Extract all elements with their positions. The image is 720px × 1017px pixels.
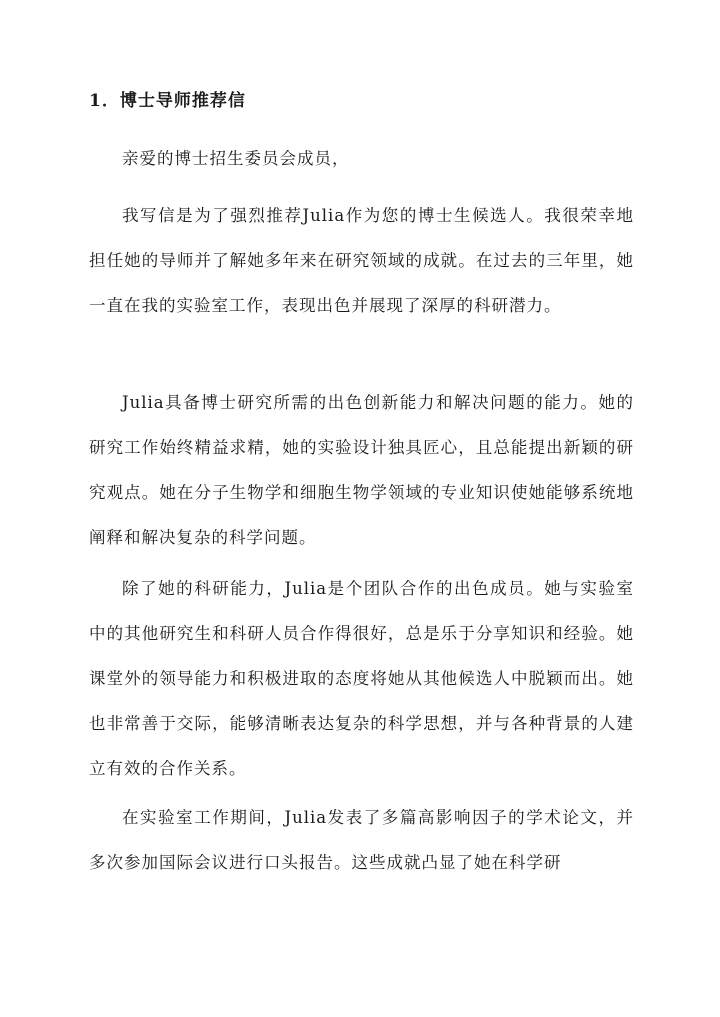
section-heading: 1．博士导师推荐信 bbox=[89, 91, 246, 111]
paragraph-teamwork: 除了她的科研能力，Julia是个团队合作的出色成员。她与实验室中的其他研究生和科研人员合作得很好，总是乐于分享知识和经验。她课堂外的领导能力和积极进取的态度将她从其他候选人中脱颖而出。她也非常善于交际，能够清晰表达复杂的科学思想，并与各种背景的人建立有效的合作关系。 bbox=[89, 579, 634, 778]
paragraph-publications: 在实验室工作期间，Julia发表了多篇高影响因子的学术论文，并多次参加国际会议进行口头报告。这些成就凸显了她在科学研 bbox=[89, 808, 634, 872]
paragraph-recommendation-intro: 我写信是为了强烈推荐Julia作为您的博士生候选人。我很荣幸地担任她的导师并了解她多年来在研究领域的成就。在过去的三年里，她一直在我的实验室工作，表现出色并展现了深厚的科研潜力。 bbox=[89, 206, 634, 315]
paragraph-research-abilities: Julia具备博士研究所需的出色创新能力和解决问题的能力。她的研究工作始终精益求精，她的实验设计独具匠心，且总能提出新颖的研究观点。她在分子生物学和细胞生物学领域的专业知识使她能够系统地阐释和解决复杂的科学问题。 bbox=[89, 393, 634, 547]
salutation: 亲爱的博士招生委员会成员， bbox=[122, 149, 350, 168]
